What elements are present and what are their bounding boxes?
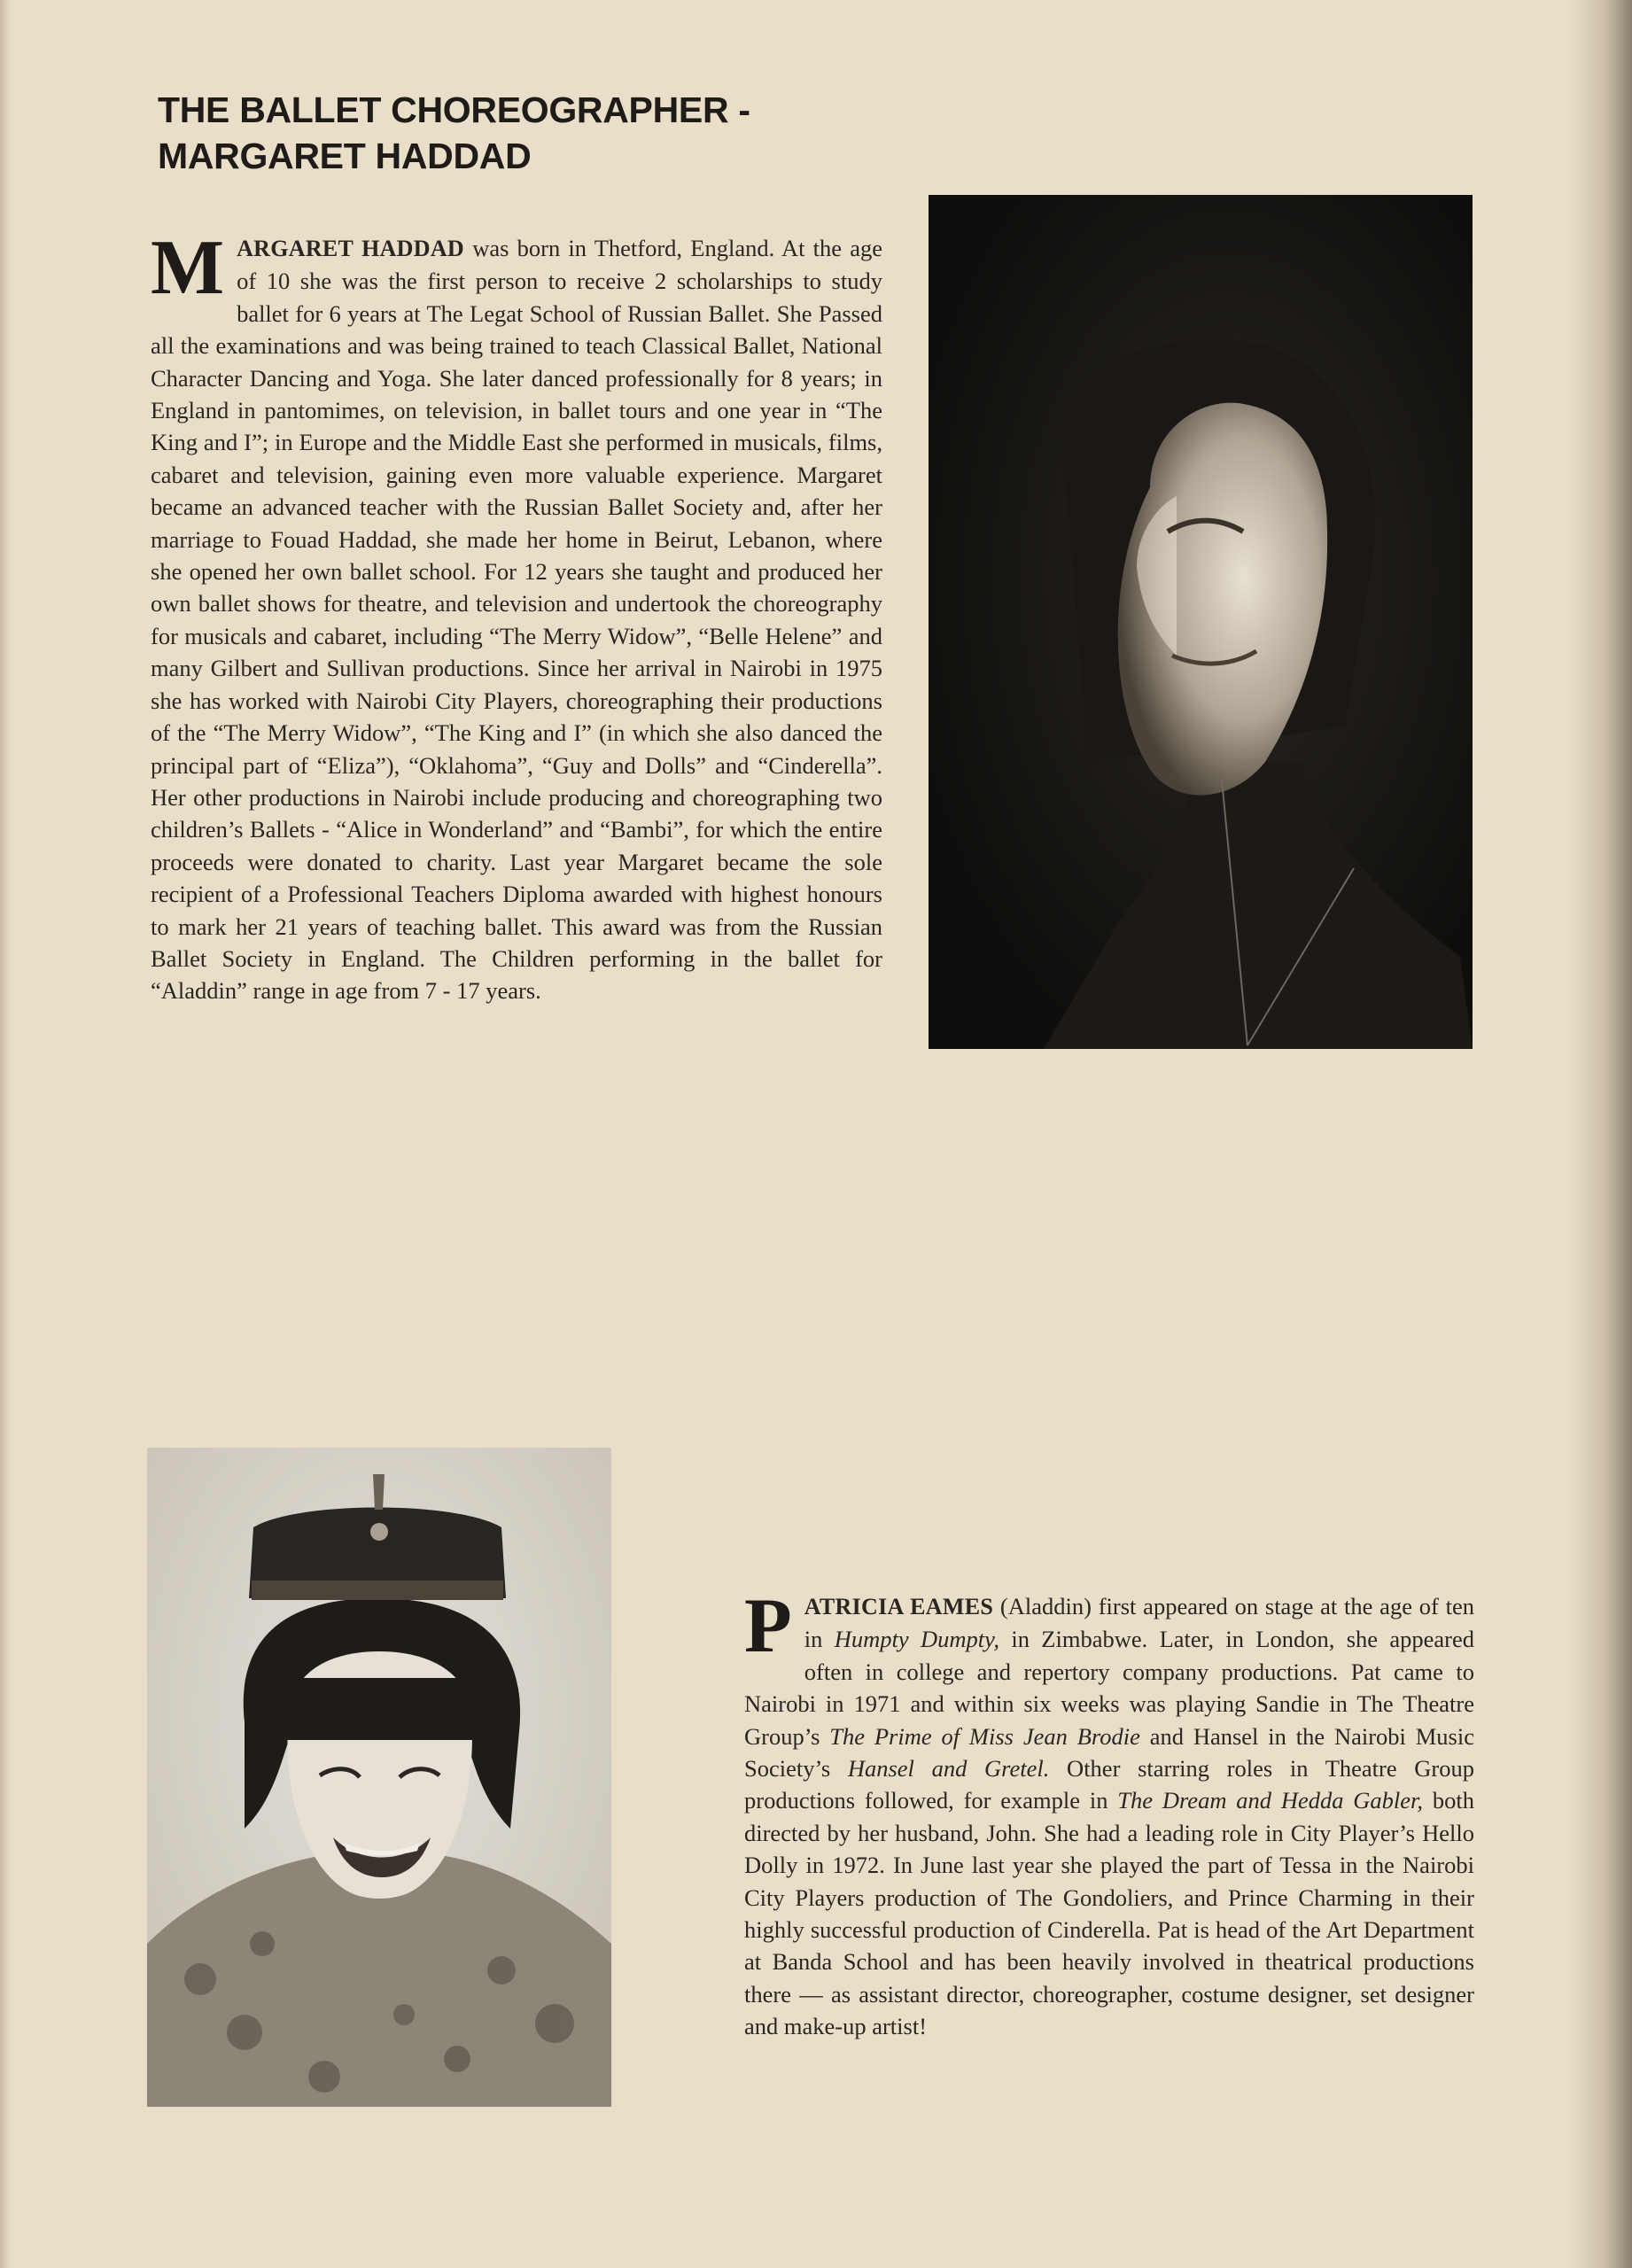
bio-text: Other starring roles in Theatre Group productions followed, for example in	[744, 1755, 1474, 1814]
portrait-illustration	[929, 195, 1473, 1049]
bio-text: was born in Thetford, England. At the age of 10 she was the first person to receive 2 scholarships to study ballet for 6 years at The Legat School of Russian Ballet. She Passed all the examinations and was being trained to teach Classical Ballet, National Character Dancing and Yoga. She later danced professionally for 8 years; in England in pantomimes, on television, in ballet tours and one year in “The King and I”; in Europe and the Middle East she performed in musicals, films, cabaret and television, gaining even more valuable experience. Margaret became an advanced teacher with the Russian Ballet Society and, after her marriage to Fouad Haddad, she made her home in Beirut, Lebanon, where she opened her own ballet school. For 12 years she taught and produced her own ballet shows for theatre, and television and undertook the choreography for musicals and cabaret, including “The Merry Widow”, “Belle Helene” and many Gilbert and Sullivan productions. Since her arrival in Nairobi in 1975 she has worked with Nairobi City Players, choreographing their productions of the “The Merry Widow”, “The King and I” (in which she also danced the principal part of “Eliza”), “Oklahoma”, “Guy and Dolls” and “Cinderella”. Her other productions in Nairobi include producing and choreographing two children’s Ballets - “Alice in Wonderland” and “Bambi”, for which the entire proceeds were donated to charity. Last year Margaret became the sole recipient of a Professional Teachers Diploma awarded with highest honours to mark her 21 years of teaching ballet. This award was from the Russian Ballet Society in England. The Children performing in the ballet for “Aladdin” range in age from 7 - 17 years.	[151, 235, 882, 1005]
biography-haddad	[151, 225, 882, 1007]
portrait-photo-haddad	[929, 195, 1473, 1049]
portrait-illustration	[147, 1448, 611, 2107]
bio-text: both directed by her husband, John. She had a leading role in City Player’s Hello Dolly in 1972. In June last year she played the part of Tessa in the Nairobi City Players production of The Gondoliers, and Prince Charming in their highly successful production of Cinderella. Pat is head of the Art Department at Banda School and has been heavily involved in theatrical productions there — as assistant director, choreographer, costume designer, set designer and make-up artist!	[744, 1787, 1474, 2040]
bio-name: ARGARET HADDAD	[237, 236, 464, 261]
bio-name: ATRICIA EAMES	[804, 1594, 994, 1619]
biography-eames	[744, 1583, 1474, 2043]
page-title-line-1: THE BALLET CHOREOGRAPHER -	[158, 89, 750, 130]
italic-title: Hansel and Gretel.	[847, 1755, 1050, 1783]
bio-text: in Zimbabwe. Later, in London, she appeared often in college and repertory company productions. Pat came to Nairobi in 1971 and within six weeks was playing Sandie in The Theatre Group’s	[744, 1626, 1474, 1750]
italic-title: The Prime of Miss Jean Brodie	[829, 1722, 1140, 1750]
drop-cap: M	[151, 225, 225, 311]
page-edge-shadow	[0, 0, 11, 2268]
italic-title: Humpty Dumpty,	[834, 1626, 1000, 1653]
bio-text: (Aladdin) first appeared on stage at the age of ten in	[804, 1593, 1474, 1653]
italic-title: The Dream and Hedda Gabler,	[1117, 1787, 1424, 1814]
page-title-line-2: MARGARET HADDAD	[158, 136, 532, 176]
portrait-photo-eames	[147, 1448, 611, 2107]
bio-text: and Hansel in the Nairobi Music Society’s	[744, 1722, 1474, 1783]
page-gutter-shadow	[1570, 0, 1632, 2268]
page-title	[158, 87, 920, 179]
drop-cap: P	[744, 1583, 792, 1669]
